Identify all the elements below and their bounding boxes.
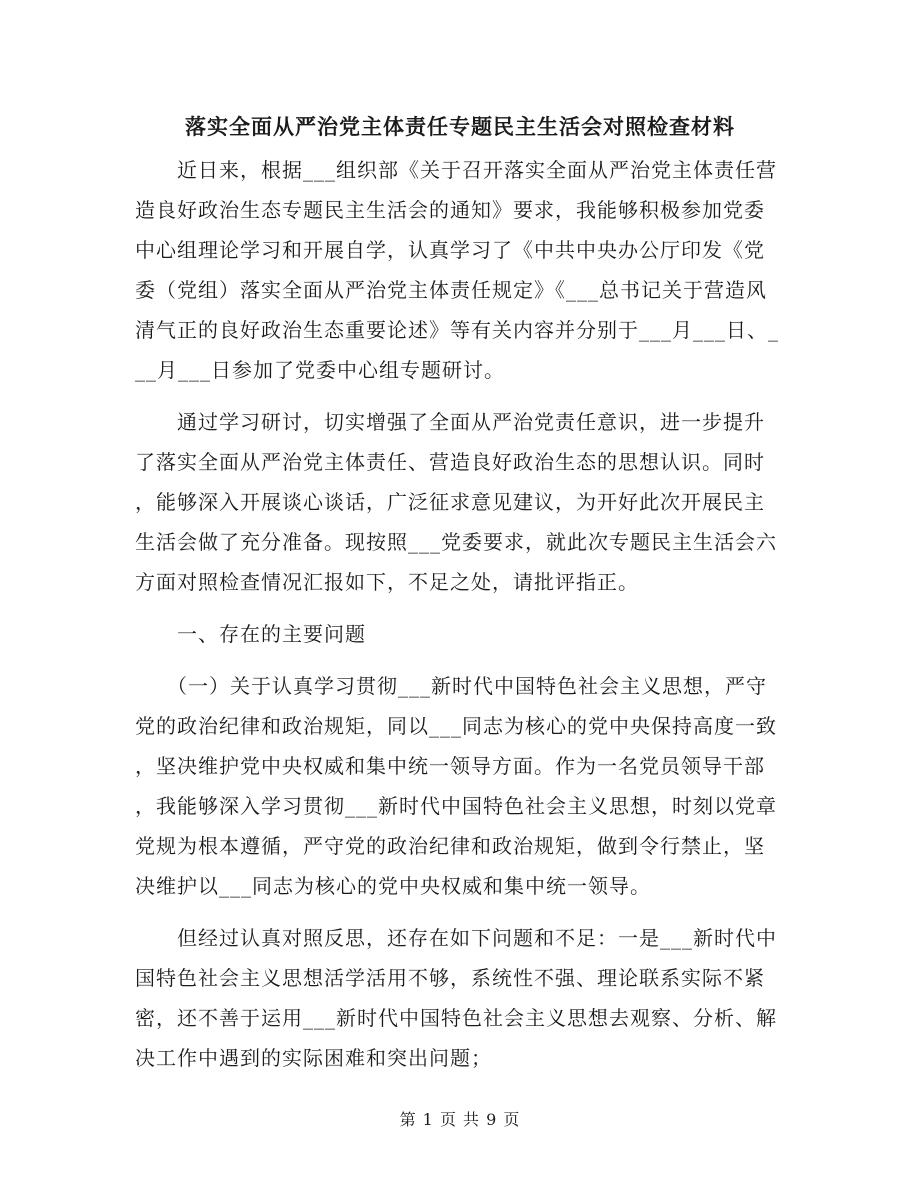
- page-footer: 第 1 页 共 9 页: [399, 1110, 521, 1129]
- text-line: 决维护以___同志为核心的党中央权威和集中统一领导。: [135, 874, 651, 898]
- text-line: 委（党组）落实全面从严治党主体责任规定》《___总书记关于营造风: [135, 278, 767, 302]
- paragraph: [135, 150, 795, 390]
- document-title: 落实全面从严治党主体责任专题民主生活会对照检查材料: [185, 114, 735, 139]
- paragraph: [135, 402, 795, 602]
- text-line: 近日来，根据___组织部《关于召开落实全面从严治党主体责任营: [135, 158, 777, 182]
- paragraph-spacer: [135, 906, 795, 918]
- text-line: 国特色社会主义思想活学活用不够，系统性不强、理论联系实际不紧: [135, 966, 765, 990]
- text-line: 但经过认真对照反思，还存在如下问题和不足：一是___新时代中: [135, 926, 777, 950]
- text-line: 通过学习研讨，切实增强了全面从严治党责任意识，进一步提升: [135, 410, 765, 434]
- text-line: 决工作中遇到的实际困难和突出问题；: [135, 1046, 492, 1070]
- text-line: 党规为根本遵循，严守党的政治纪律和政治规矩，做到令行禁止，坚: [135, 834, 765, 858]
- paragraph-spacer: [135, 602, 795, 614]
- text-line: 了落实全面从严治党主体责任、营造良好政治生态的思想认识。同时: [135, 450, 765, 474]
- text-line: 方面对照检查情况汇报如下，不足之处，请批评指正。: [135, 570, 639, 594]
- paragraph-spacer: [135, 654, 795, 666]
- text-line: 党的政治纪律和政治规矩，同以___同志为核心的党中央保持高度一致: [135, 714, 777, 738]
- text-line: 生活会做了充分准备。现按照___党委要求，就此次专题民主生活会六: [135, 530, 777, 554]
- text-line: ，能够深入开展谈心谈话，广泛征求意见建议，为开好此次开展民主: [135, 490, 765, 514]
- text-line: （一）关于认真学习贯彻___新时代中国特色社会主义思想，严守: [135, 674, 767, 698]
- text-line: 造良好政治生态专题民主生活会的通知》要求，我能够积极参加党委: [135, 198, 765, 222]
- text-line: ，我能够深入学习贯彻___新时代中国特色社会主义思想，时刻以党章: [135, 794, 777, 818]
- text-line: 清气正的良好政治生态重要论述》等有关内容并分别于___月___日、_: [135, 318, 779, 342]
- paragraph: [135, 614, 795, 654]
- document-body: [135, 150, 795, 1078]
- text-line: __月___日参加了党委中心组专题研讨。: [135, 358, 505, 382]
- text-line: 一、存在的主要问题: [135, 622, 366, 646]
- paragraph: [135, 666, 795, 906]
- paragraph-spacer: [135, 390, 795, 402]
- text-line: 密，还不善于运用___新时代中国特色社会主义思想去观察、分析、解: [135, 1006, 777, 1030]
- text-line: ，坚决维护党中央权威和集中统一领导方面。作为一名党员领导干部: [135, 754, 765, 778]
- paragraph: [135, 918, 795, 1078]
- text-line: 中心组理论学习和开展自学，认真学习了《中共中央办公厅印发《党: [135, 238, 765, 262]
